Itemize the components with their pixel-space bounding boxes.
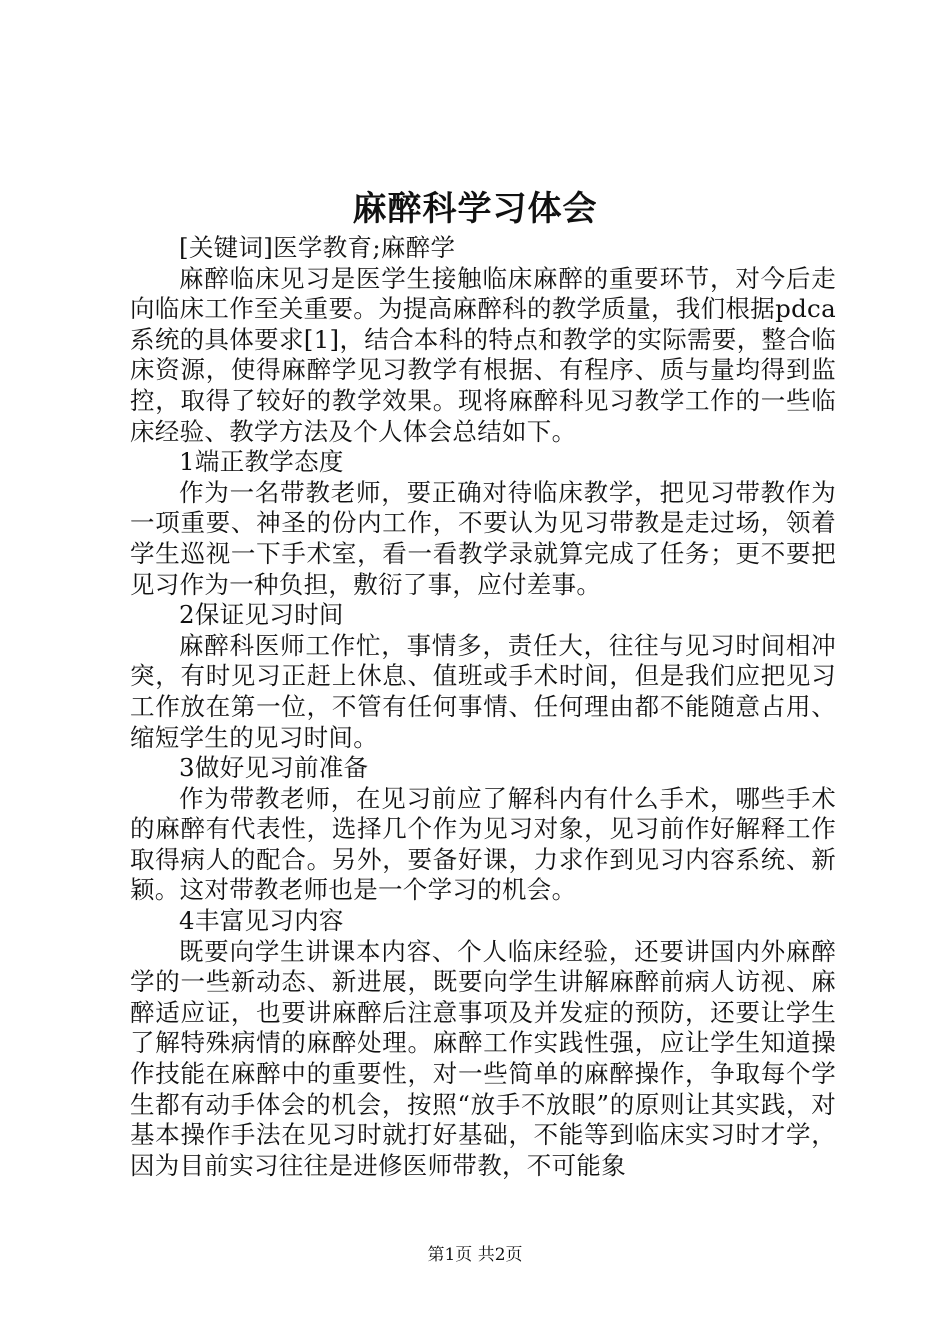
section-paragraph-2: 麻醉科医师工作忙，事情多，责任大，往往与见习时间相冲突，有时见习正赶上休息、值班或手术时间，但是我们应把见习工作放在第一位，不管有任何事情、任何理由都不能随意占用、缩短学生的见习时间。 [130,630,836,752]
section-paragraph-3: 作为带教老师，在见习前应了解科内有什么手术，哪些手术的麻醉有代表性，选择几个作为见习对象，见习前作好解释工作取得病人的配合。另外，要备好课，力求作到见习内容系统、新颖。这对带教老师也是一个学习的机会。 [130,783,836,905]
section-heading-2: 2保证见习时间 [179,600,344,630]
section-heading-1: 1端正教学态度 [179,447,344,477]
keywords-line: [关键词]医学教育;麻醉学 [179,233,456,262]
section-heading-4: 4丰富见习内容 [179,906,344,936]
document-body [130,233,836,1181]
section-paragraph-1: 作为一名带教老师，要正确对待临床教学，把见习带教作为一项重要、神圣的份内工作，不要认为见习带教是走过场，领着学生巡视一下手术室，看一看教学录就算完成了任务；更不要把见习作为一种负担，敷衍了事，应付差事。 [130,477,836,599]
document-title: 麻醉科学习体会 [352,189,598,229]
intro-paragraph: 麻醉临床见习是医学生接触临床麻醉的重要环节，对今后走向临床工作至关重要。为提高麻醉科的教学质量，我们根据pdca系统的具体要求[1]，结合本科的特点和教学的实际需要，整合临床资源，使得麻醉学见习教学有根据、有程序、质与量均得到监控，取得了较好的教学效果。现将麻醉科见习教学工作的一些临床经验、教学方法及个人体会总结如下。 [130,263,836,446]
page-footer: 第1页 共2页 [427,1245,523,1265]
section-heading-3: 3做好见习前准备 [179,753,369,783]
section-paragraph-4: 既要向学生讲课本内容、个人临床经验，还要讲国内外麻醉学的一些新动态、新进展，既要向学生讲解麻醉前病人访视、麻醉适应证，也要讲麻醉后注意事项及并发症的预防，还要让学生了解特殊病情的麻醉处理。麻醉工作实践性强，应让学生知道操作技能在麻醉中的重要性，对一些简单的麻醉操作，争取每个学生都有动手体会的机会，按照“放手不放眼”的原则让其实践，对基本操作手法在见习时就打好基础，不能等到临床实习时才学，因为目前实习往往是进修医师带教，不可能象 [130,936,836,1180]
